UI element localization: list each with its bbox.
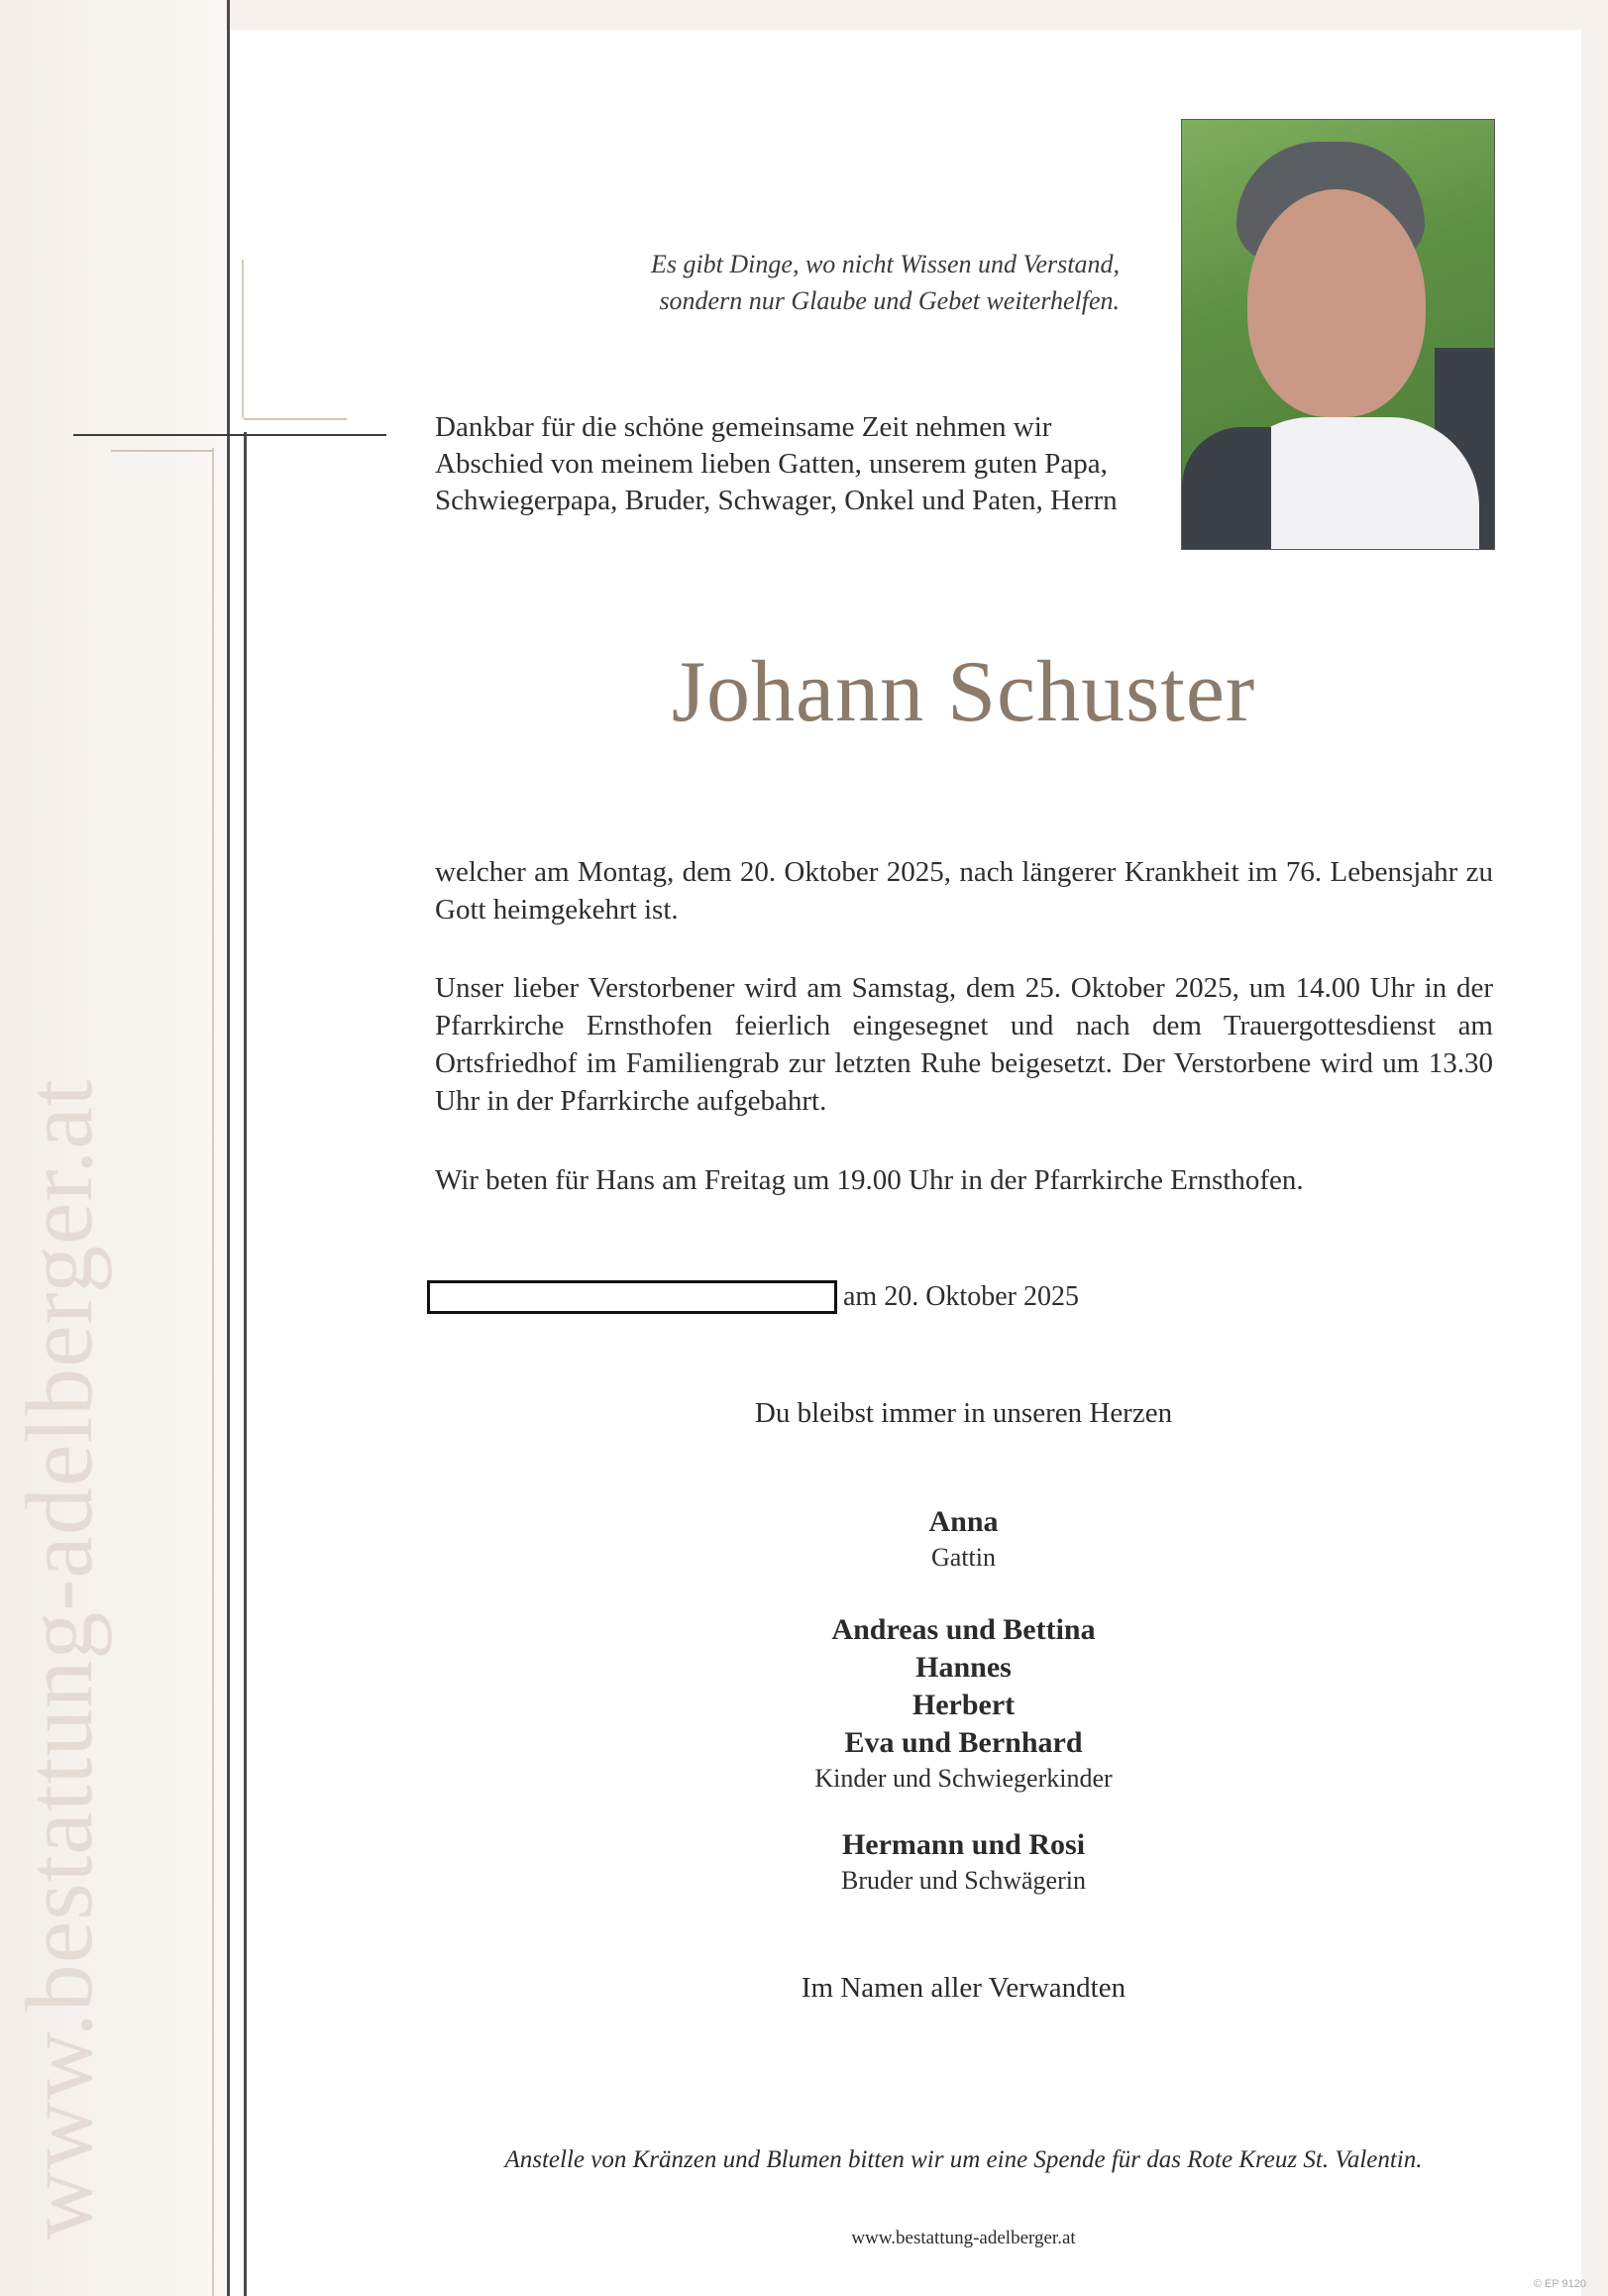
family-role: Bruder und Schwägerin <box>841 1866 1086 1895</box>
cross-line <box>227 0 230 2296</box>
cross-line <box>244 418 347 420</box>
funeral-paragraph: Unser lieber Verstorbener wird am Samstag, dem 25. Oktober 2025, um 14.00 Uhr in der Pfarrkirche Ernsthofen feierlich eingesegnet und nach dem Trauergottesdienst am Ortsfriedhof im Familiengrab zur letzten Ruhe beigesetzt. Der Verstorbene wird um 13.30 Uhr in der Pfarrkirche aufgebahrt. <box>435 972 1493 1117</box>
motto: Du bleibst immer in unseren Herzen <box>754 1397 1173 1429</box>
closing-line: Im Namen aller Verwandten <box>801 1972 1126 2004</box>
family-group-siblings <box>319 1826 1608 1898</box>
family-name: Eva und Bernhard <box>844 1726 1083 1759</box>
family-name: Herbert <box>911 1689 1016 1721</box>
quote-line: Es gibt Dinge, wo nicht Wissen und Verstand, <box>650 250 1120 278</box>
prayer-paragraph: Wir beten für Hans am Freitag um 19.00 Uhr in der Pfarrkirche Ernsthofen. <box>435 1164 1304 1196</box>
family-role: Kinder und Schwiegerkinder <box>814 1764 1113 1793</box>
place-date-line <box>427 1279 1079 1315</box>
portrait-photo <box>1181 119 1495 550</box>
family-group-spouse <box>319 1503 1608 1575</box>
cross-line <box>111 450 214 452</box>
family-name: Andreas und Bettina <box>831 1613 1096 1646</box>
redacted-place-box <box>427 1280 837 1314</box>
quote-line: sondern nur Glaube und Gebet weiterhelfen. <box>659 286 1120 315</box>
intro-text: Dankbar für die schöne gemeinsame Zeit nehmen wir Abschied von meinem lieben Gatten, unserem guten Papa, Schwiegerpapa, Bruder, Schwager, Onkel und Paten, Herrn <box>435 411 1118 516</box>
date-text: am 20. Oktober 2025 <box>843 1281 1079 1312</box>
family-name: Anna <box>928 1505 999 1538</box>
death-paragraph: welcher am Montag, dem 20. Oktober 2025, nach längerer Krankheit im 76. Lebensjahr zu Gott heimgekehrt ist. <box>435 856 1493 926</box>
quote <box>651 246 1120 319</box>
family-name: Hannes <box>915 1651 1012 1684</box>
deceased-name: Johann Schuster <box>671 644 1256 740</box>
donation-note: Anstelle von Kränzen und Blumen bitten wir um eine Spende für das Rote Kreuz St. Valentin. <box>504 2146 1423 2173</box>
cross-line <box>242 260 244 418</box>
family-group-children <box>319 1611 1608 1796</box>
footer-url: www.bestattung-adelberger.at <box>851 2228 1076 2248</box>
cross-line <box>73 434 386 436</box>
family-name: Hermann und Rosi <box>841 1828 1086 1861</box>
family-role: Gattin <box>931 1543 996 1572</box>
print-code: © EP 9120 <box>1533 2278 1586 2290</box>
watermark-url: www.bestattung-adelberger.at <box>6 1078 112 2240</box>
